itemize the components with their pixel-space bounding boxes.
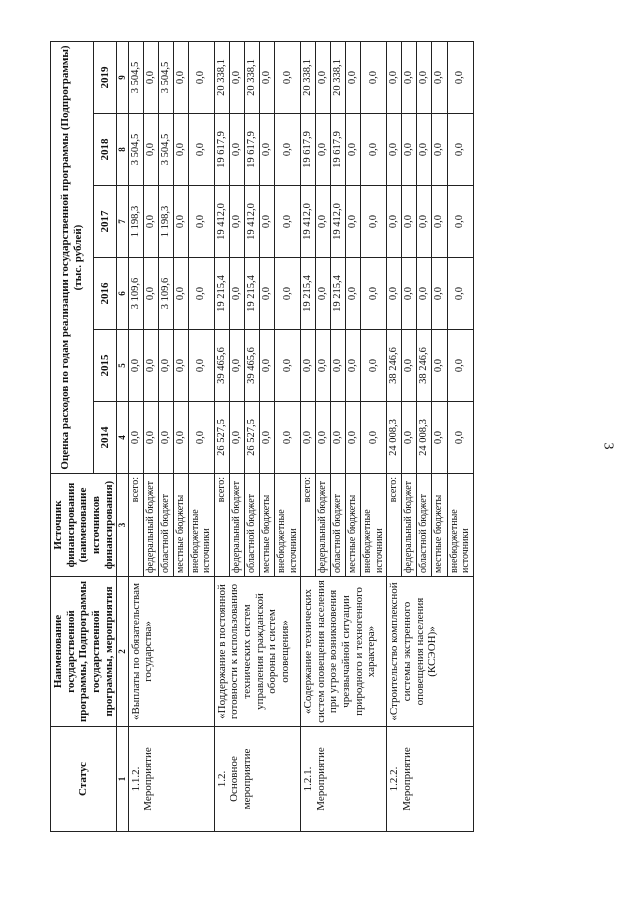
funding-source: федеральный бюджет xyxy=(143,474,158,577)
amount-cell: 0,0 xyxy=(275,402,301,474)
amount-cell: 0,0 xyxy=(188,402,214,474)
amount-cell: 0,0 xyxy=(361,41,387,113)
amount-cell: 0,0 xyxy=(361,330,387,402)
funding-source: всего: xyxy=(387,474,402,577)
status-cell xyxy=(128,727,214,832)
header-name: Наименование государственной программы, Подпрограммы государственной программы, мероприятия xyxy=(51,577,117,727)
amount-cell: 0,0 xyxy=(346,41,361,113)
header-year: 2017 xyxy=(93,186,117,258)
amount-cell: 19 617,9 xyxy=(244,114,259,186)
amount-cell: 0,0 xyxy=(346,114,361,186)
column-index: 4 xyxy=(117,402,128,474)
amount-cell: 0,0 xyxy=(432,258,447,330)
amount-cell: 0,0 xyxy=(229,258,244,330)
amount-cell: 0,0 xyxy=(143,186,158,258)
amount-cell: 0,0 xyxy=(402,114,417,186)
funding-source: федеральный бюджет xyxy=(229,474,244,577)
column-index: 3 xyxy=(117,474,128,577)
amount-cell: 1 198,3 xyxy=(158,186,173,258)
amount-cell: 0,0 xyxy=(143,114,158,186)
funding-source: внебюджетные источники xyxy=(188,474,214,577)
amount-cell: 0,0 xyxy=(402,41,417,113)
amount-cell: 0,0 xyxy=(275,330,301,402)
amount-cell: 0,0 xyxy=(432,186,447,258)
amount-cell: 0,0 xyxy=(229,402,244,474)
column-index: 2 xyxy=(117,577,128,727)
amount-cell: 0,0 xyxy=(158,402,173,474)
amount-cell: 0,0 xyxy=(387,258,402,330)
funding-source: федеральный бюджет xyxy=(316,474,331,577)
amount-cell: 0,0 xyxy=(173,41,188,113)
rotated-table-container xyxy=(50,42,590,832)
column-index: 6 xyxy=(117,258,128,330)
amount-cell: 0,0 xyxy=(447,41,473,113)
activity-name: «Строительство комплексной системы экстренного оповещения населения (КСЭОН)» xyxy=(387,577,473,727)
amount-cell: 0,0 xyxy=(259,186,274,258)
amount-cell: 0,0 xyxy=(447,186,473,258)
amount-cell: 0,0 xyxy=(417,114,432,186)
amount-cell: 0,0 xyxy=(361,258,387,330)
amount-cell: 0,0 xyxy=(447,330,473,402)
header-year: 2015 xyxy=(93,330,117,402)
funding-source: всего: xyxy=(301,474,316,577)
funding-source: местные бюджеты xyxy=(346,474,361,577)
amount-cell: 0,0 xyxy=(173,258,188,330)
funding-source: областной бюджет xyxy=(244,474,259,577)
amount-cell: 20 338,1 xyxy=(301,41,316,113)
amount-cell: 0,0 xyxy=(417,186,432,258)
amount-cell: 3 109,6 xyxy=(158,258,173,330)
column-index: 7 xyxy=(117,186,128,258)
column-index: 5 xyxy=(117,330,128,402)
amount-cell: 0,0 xyxy=(173,402,188,474)
status-label: Мероприятие xyxy=(314,747,327,811)
amount-cell: 0,0 xyxy=(301,402,316,474)
amount-cell: 3 109,6 xyxy=(128,258,143,330)
amount-cell: 0,0 xyxy=(361,402,387,474)
amount-cell: 0,0 xyxy=(387,41,402,113)
amount-cell: 26 527,5 xyxy=(214,402,229,474)
funding-source: внебюджетные источники xyxy=(447,474,473,577)
amount-cell: 0,0 xyxy=(275,41,301,113)
page-number: 3 xyxy=(600,442,616,450)
column-index-row xyxy=(117,41,128,831)
amount-cell: 0,0 xyxy=(259,402,274,474)
amount-cell: 19 412,0 xyxy=(331,186,346,258)
table-row xyxy=(128,41,143,831)
amount-cell: 38 246,6 xyxy=(387,330,402,402)
amount-cell: 0,0 xyxy=(188,258,214,330)
amount-cell: 1 198,3 xyxy=(128,186,143,258)
amount-cell: 0,0 xyxy=(417,41,432,113)
amount-cell: 0,0 xyxy=(188,114,214,186)
amount-cell: 0,0 xyxy=(275,258,301,330)
amount-cell: 20 338,1 xyxy=(244,41,259,113)
amount-cell: 38 246,6 xyxy=(417,330,432,402)
amount-cell: 0,0 xyxy=(301,330,316,402)
header-estimate: Оценка расходов по годам реализации государственной программы (Подпрограммы) (тыс. рублей) xyxy=(51,41,94,473)
amount-cell: 0,0 xyxy=(417,258,432,330)
status-cell xyxy=(214,727,300,832)
amount-cell: 0,0 xyxy=(316,402,331,474)
amount-cell: 0,0 xyxy=(432,41,447,113)
amount-cell: 0,0 xyxy=(432,402,447,474)
status-code: 1.1.2. xyxy=(129,766,142,792)
amount-cell: 0,0 xyxy=(447,402,473,474)
amount-cell: 0,0 xyxy=(402,186,417,258)
funding-source: областной бюджет xyxy=(417,474,432,577)
amount-cell: 0,0 xyxy=(316,258,331,330)
amount-cell: 0,0 xyxy=(346,258,361,330)
amount-cell: 0,0 xyxy=(331,402,346,474)
funding-source: местные бюджеты xyxy=(173,474,188,577)
funding-source: областной бюджет xyxy=(331,474,346,577)
amount-cell: 0,0 xyxy=(346,186,361,258)
funding-source: всего: xyxy=(214,474,229,577)
header-year: 2016 xyxy=(93,258,117,330)
header-year: 2018 xyxy=(93,114,117,186)
amount-cell: 0,0 xyxy=(432,114,447,186)
amount-cell: 0,0 xyxy=(143,41,158,113)
status-code: 1.2. xyxy=(215,770,228,788)
amount-cell: 0,0 xyxy=(259,258,274,330)
amount-cell: 19 215,4 xyxy=(244,258,259,330)
amount-cell: 20 338,1 xyxy=(331,41,346,113)
amount-cell: 24 008,3 xyxy=(387,402,402,474)
amount-cell: 3 504,5 xyxy=(128,114,143,186)
amount-cell: 0,0 xyxy=(402,258,417,330)
amount-cell: 0,0 xyxy=(259,330,274,402)
amount-cell: 3 504,5 xyxy=(158,114,173,186)
amount-cell: 3 504,5 xyxy=(128,41,143,113)
table-row xyxy=(301,41,316,831)
amount-cell: 0,0 xyxy=(316,114,331,186)
amount-cell: 0,0 xyxy=(387,186,402,258)
amount-cell: 20 338,1 xyxy=(214,41,229,113)
amount-cell: 0,0 xyxy=(188,41,214,113)
header-status: Статус xyxy=(51,727,117,832)
funding-source: федеральный бюджет xyxy=(402,474,417,577)
amount-cell: 0,0 xyxy=(402,402,417,474)
amount-cell: 0,0 xyxy=(316,41,331,113)
funding-source: местные бюджеты xyxy=(259,474,274,577)
amount-cell: 19 412,0 xyxy=(301,186,316,258)
amount-cell: 0,0 xyxy=(188,186,214,258)
amount-cell: 0,0 xyxy=(158,330,173,402)
amount-cell: 0,0 xyxy=(229,330,244,402)
funding-source: местные бюджеты xyxy=(432,474,447,577)
status-cell xyxy=(387,727,473,832)
activity-name: «Поддержание в постоянной готовности к использованию технических систем управления гражданской обороны и систем оповещения» xyxy=(214,577,300,727)
amount-cell: 19 215,4 xyxy=(214,258,229,330)
budget-table xyxy=(50,41,474,832)
funding-source: всего: xyxy=(128,474,143,577)
header-row xyxy=(51,41,94,831)
status-code: 1.2.2. xyxy=(388,766,401,792)
amount-cell: 0,0 xyxy=(275,114,301,186)
column-index: 1 xyxy=(117,727,128,832)
amount-cell: 0,0 xyxy=(173,114,188,186)
amount-cell: 0,0 xyxy=(143,258,158,330)
funding-source: областной бюджет xyxy=(158,474,173,577)
amount-cell: 0,0 xyxy=(229,114,244,186)
amount-cell: 0,0 xyxy=(128,330,143,402)
amount-cell: 3 504,5 xyxy=(158,41,173,113)
amount-cell: 0,0 xyxy=(173,330,188,402)
amount-cell: 0,0 xyxy=(229,186,244,258)
amount-cell: 0,0 xyxy=(331,330,346,402)
amount-cell: 39 465,6 xyxy=(214,330,229,402)
amount-cell: 19 617,9 xyxy=(331,114,346,186)
amount-cell: 0,0 xyxy=(275,186,301,258)
amount-cell: 19 412,0 xyxy=(244,186,259,258)
amount-cell: 19 215,4 xyxy=(301,258,316,330)
amount-cell: 0,0 xyxy=(387,114,402,186)
header-year: 2019 xyxy=(93,41,117,113)
header-source: Источник финансирования (наименование источников финансирования) xyxy=(51,474,117,577)
amount-cell: 0,0 xyxy=(346,402,361,474)
funding-source: внебюджетные источники xyxy=(275,474,301,577)
status-label: Мероприятие xyxy=(142,747,155,811)
amount-cell: 0,0 xyxy=(259,41,274,113)
amount-cell: 0,0 xyxy=(402,330,417,402)
amount-cell: 19 617,9 xyxy=(301,114,316,186)
amount-cell: 0,0 xyxy=(346,330,361,402)
amount-cell: 19 215,4 xyxy=(331,258,346,330)
amount-cell: 0,0 xyxy=(447,114,473,186)
status-code: 1.2.1. xyxy=(302,766,315,792)
table-row xyxy=(387,41,402,831)
column-index: 9 xyxy=(117,41,128,113)
amount-cell: 39 465,6 xyxy=(244,330,259,402)
status-label: Мероприятие xyxy=(400,747,413,811)
amount-cell: 0,0 xyxy=(361,114,387,186)
amount-cell: 0,0 xyxy=(447,258,473,330)
table-row xyxy=(214,41,229,831)
activity-name: «Выплаты по обязательствам государства» xyxy=(128,577,214,727)
amount-cell: 0,0 xyxy=(316,330,331,402)
table-body xyxy=(128,41,473,831)
amount-cell: 0,0 xyxy=(128,402,143,474)
amount-cell: 0,0 xyxy=(361,186,387,258)
amount-cell: 0,0 xyxy=(143,330,158,402)
amount-cell: 0,0 xyxy=(143,402,158,474)
amount-cell: 24 008,3 xyxy=(417,402,432,474)
amount-cell: 0,0 xyxy=(229,41,244,113)
amount-cell: 0,0 xyxy=(188,330,214,402)
status-cell xyxy=(301,727,387,832)
amount-cell: 0,0 xyxy=(432,330,447,402)
amount-cell: 0,0 xyxy=(173,186,188,258)
status-label: Основное мероприятие xyxy=(228,748,254,810)
amount-cell: 19 617,9 xyxy=(214,114,229,186)
amount-cell: 0,0 xyxy=(259,114,274,186)
amount-cell: 0,0 xyxy=(316,186,331,258)
funding-source: внебюджетные источники xyxy=(361,474,387,577)
column-index: 8 xyxy=(117,114,128,186)
amount-cell: 26 527,5 xyxy=(244,402,259,474)
activity-name: «Содержание технических систем оповещения населения при угрозе возникновения чрезвычайной ситуации природного и техногенного характера» xyxy=(301,577,387,727)
header-year: 2014 xyxy=(93,402,117,474)
amount-cell: 19 412,0 xyxy=(214,186,229,258)
